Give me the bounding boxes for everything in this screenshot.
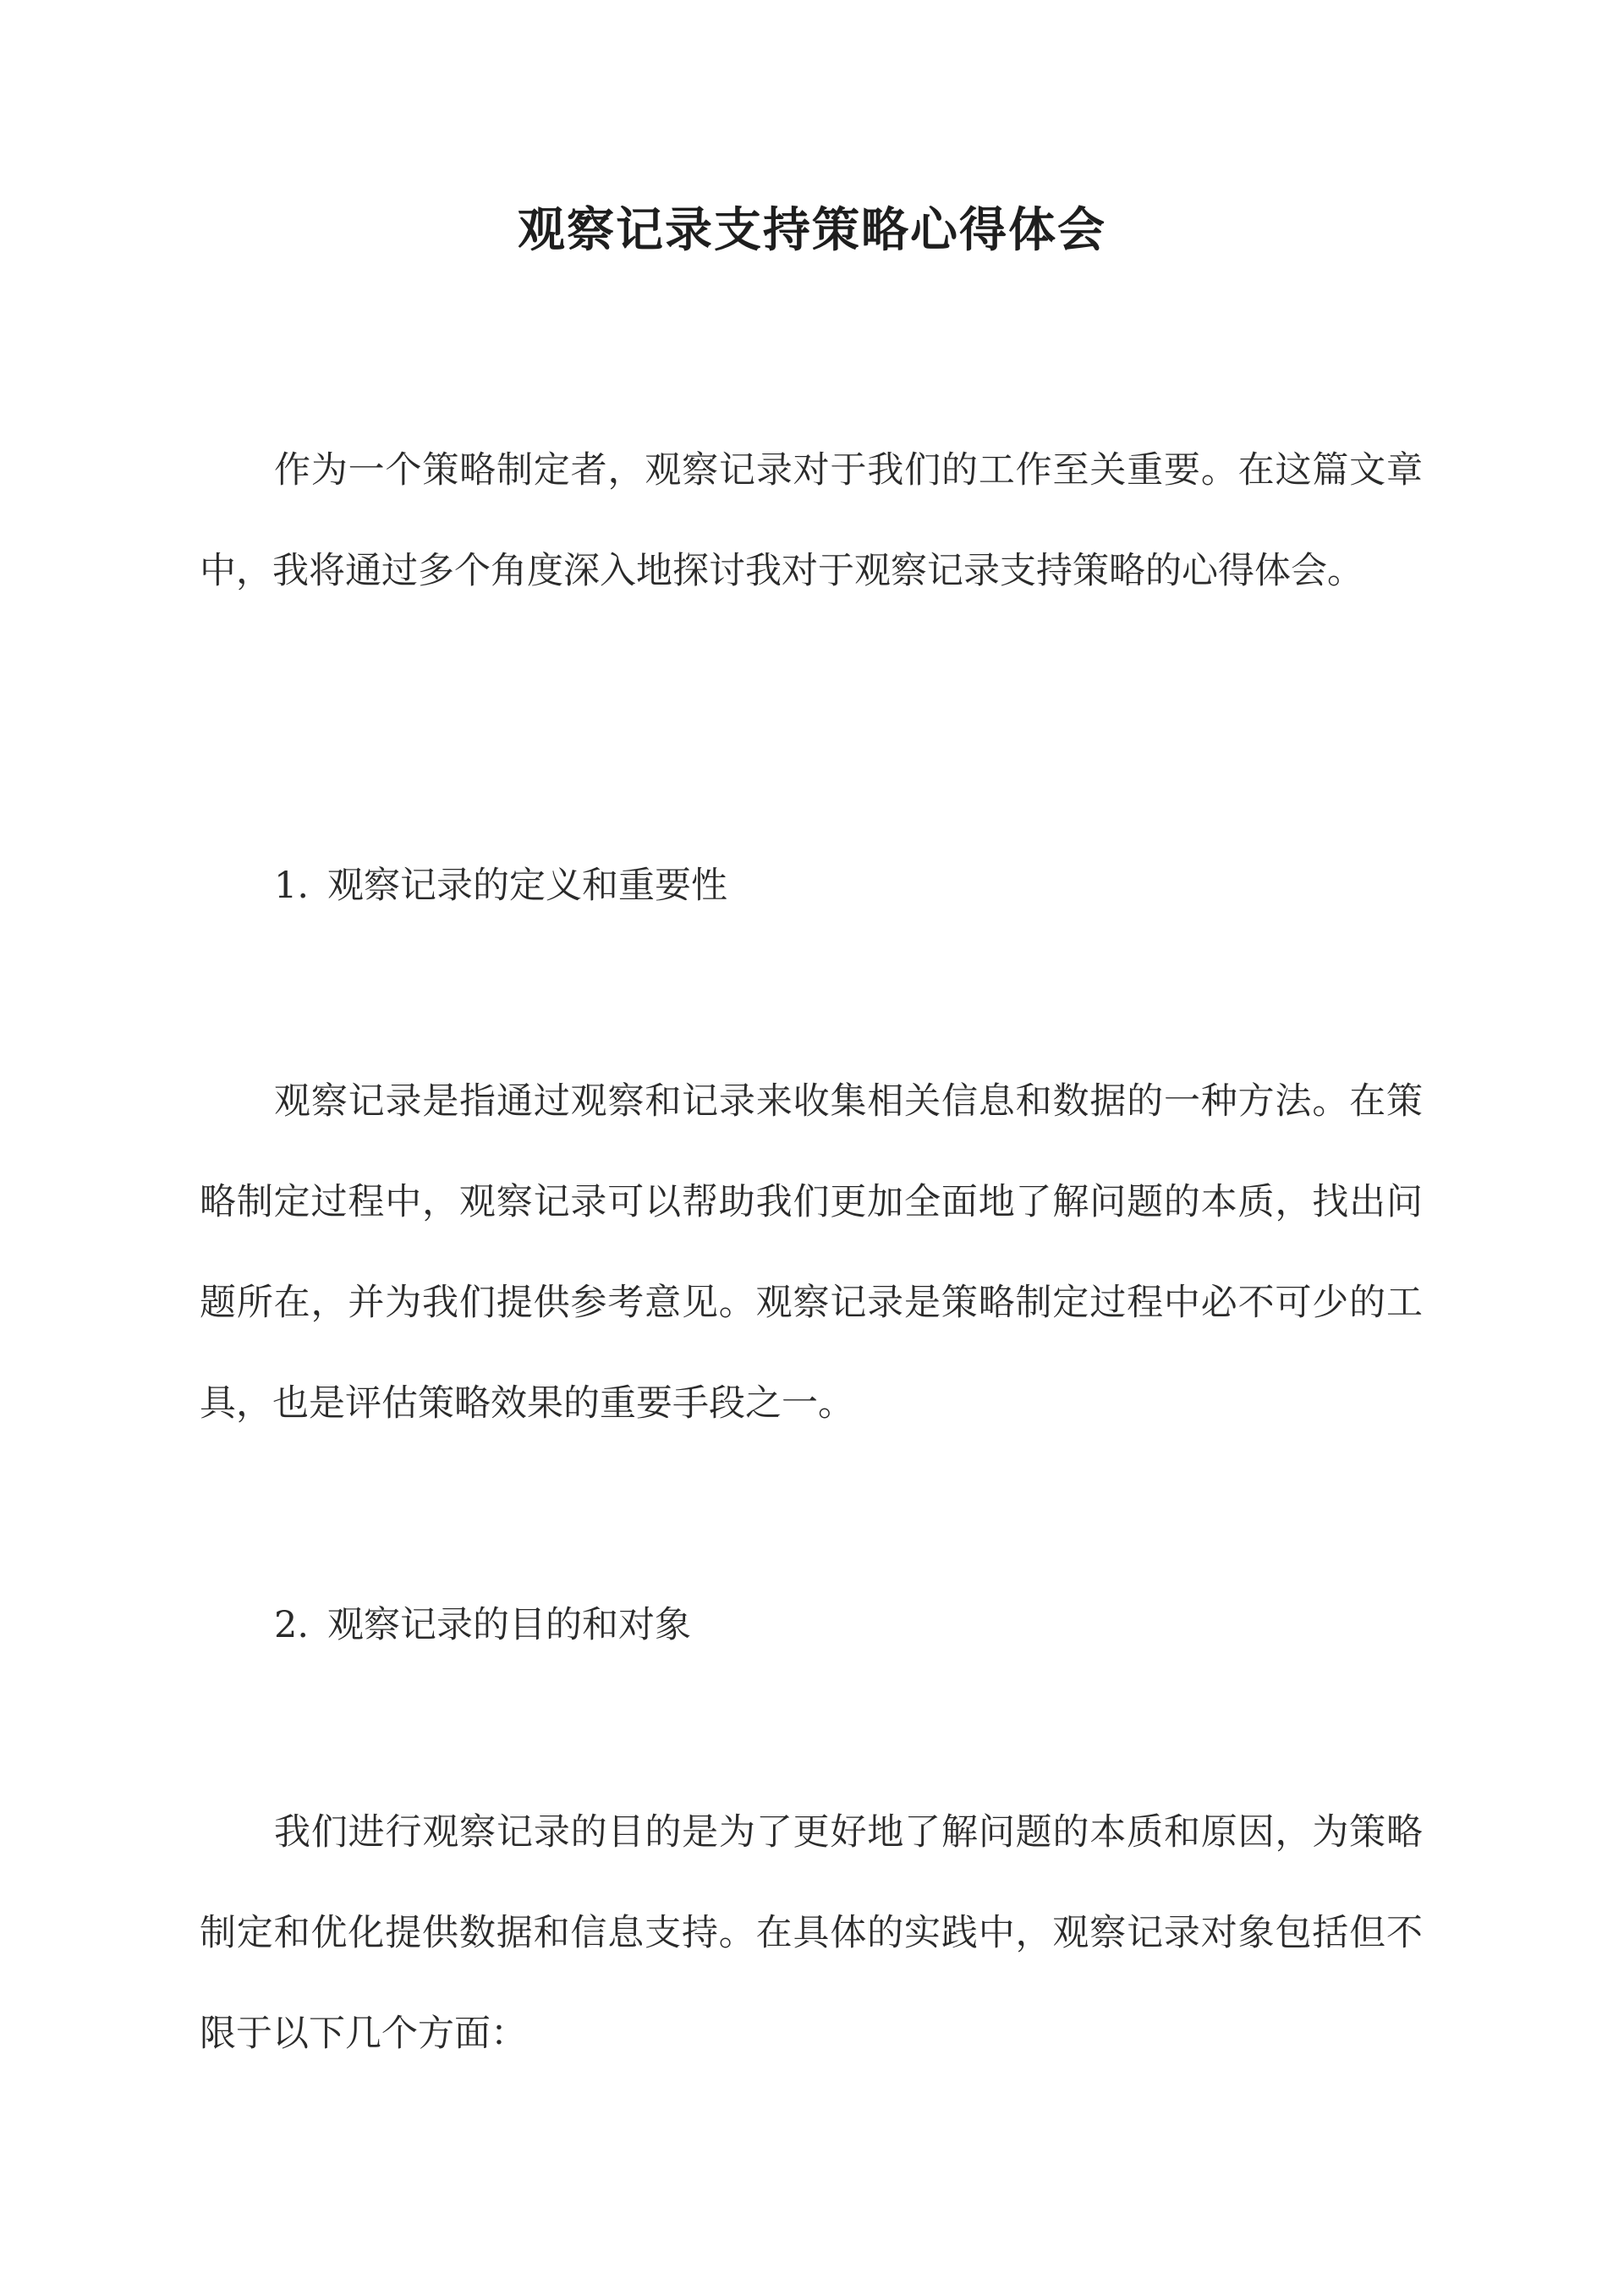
section-heading-2	[274, 1600, 691, 1651]
purpose-paragraph: 我们进行观察记录的目的是为了更好地了解问题的本质和原因，为策略制定和优化提供数据和信息支持。在具体的实践中，观察记录对象包括但不限于以下几个方面：	[200, 1811, 1423, 2055]
section-heading-1	[274, 860, 727, 911]
section-number: 1.	[274, 865, 310, 907]
section-number: 2.	[274, 1604, 310, 1646]
definition-paragraph: 观察记录是指通过观察和记录来收集相关信息和数据的一种方法。在策略制定过程中，观察记录可以帮助我们更加全面地了解问题的本质，找出问题所在，并为我们提供参考意见。观察记录是策略制定过程中必不可少的工具，也是评估策略效果的重要手段之一。	[200, 1080, 1423, 1425]
document-title: 观察记录支持策略心得体会	[518, 202, 1106, 258]
section-title: 观察记录的定义和重要性	[327, 865, 728, 907]
intro-paragraph: 作为一个策略制定者，观察记录对于我们的工作至关重要。在这篇文章中，我将通过多个角度深入地探讨我对于观察记录支持策略的心得体会。	[200, 449, 1423, 592]
section-title: 观察记录的目的和对象	[327, 1604, 692, 1646]
